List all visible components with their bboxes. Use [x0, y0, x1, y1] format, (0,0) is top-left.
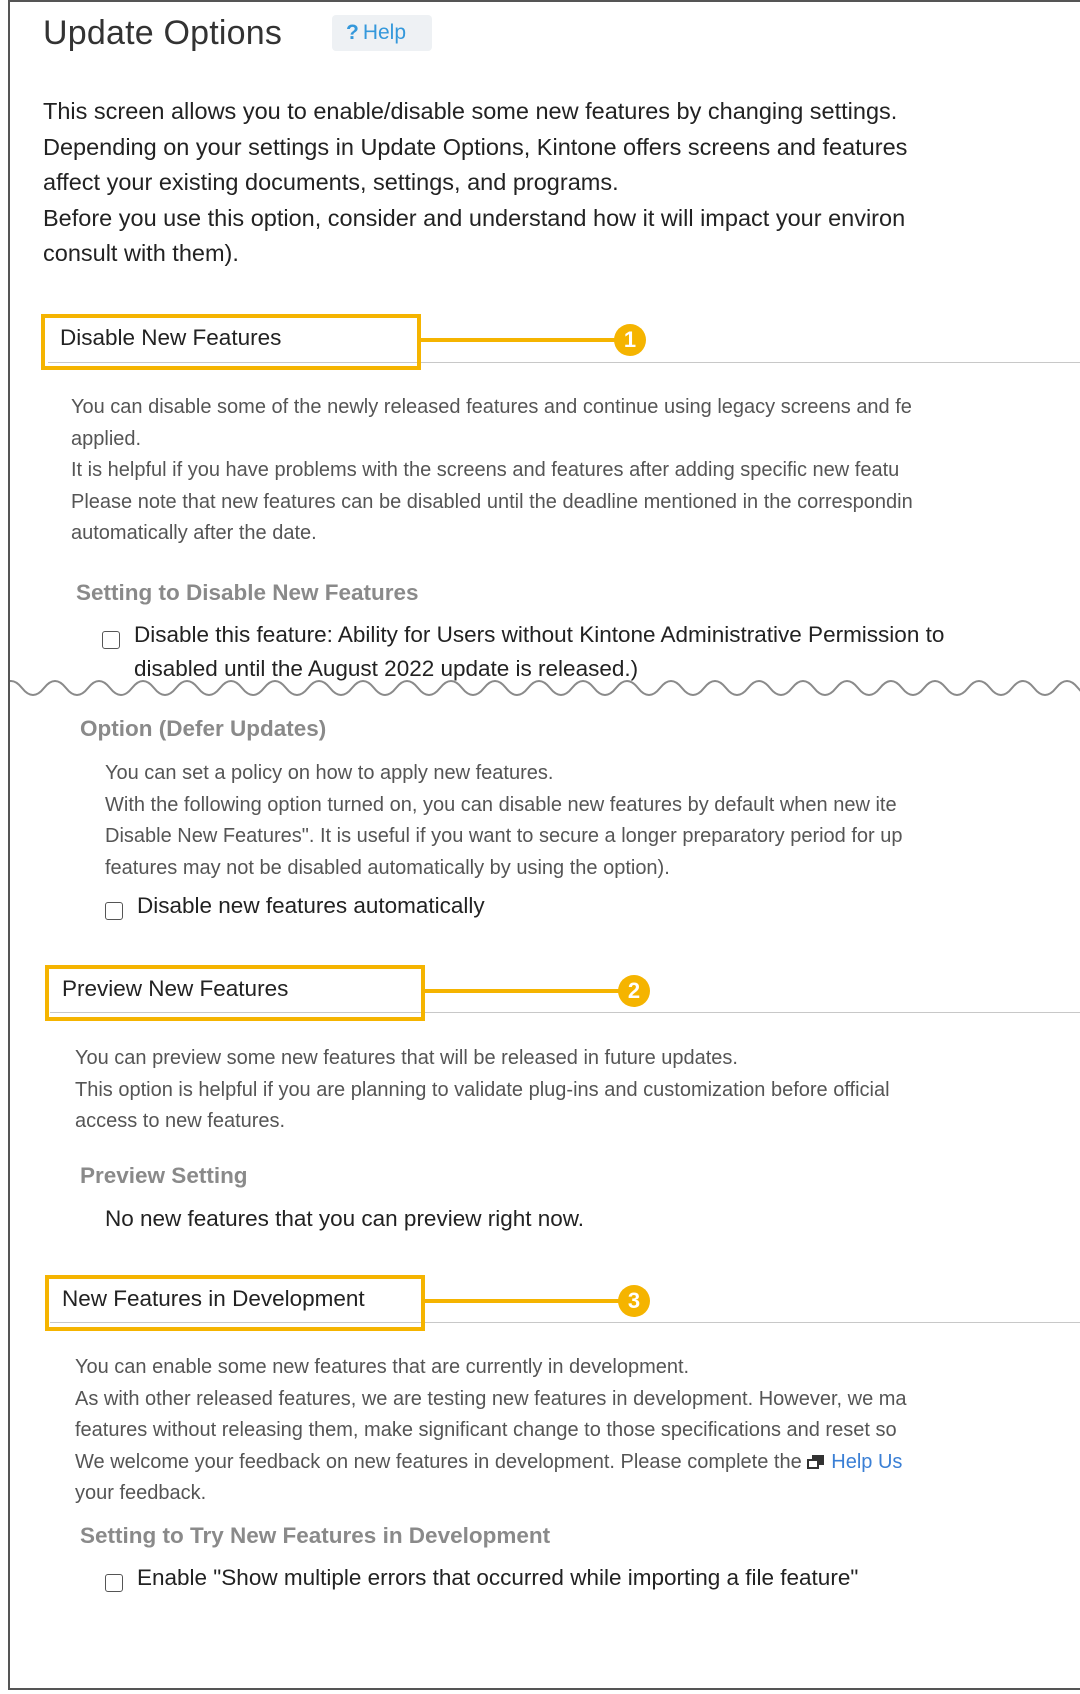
- callout-line-2: [425, 989, 620, 993]
- desc-line: As with other released features, we are testing new features in development. However, we ma: [75, 1387, 907, 1410]
- section-heading-text: Disable New Features: [60, 325, 282, 350]
- help-us-link-label: Help Us: [831, 1450, 903, 1473]
- setting-title: Setting to Disable New Features: [76, 580, 419, 605]
- disable-feature-label-line2: disabled until the August 2022 update is released.): [134, 656, 639, 681]
- desc-line: your feedback.: [75, 1482, 207, 1504]
- callout-box-3: [45, 1275, 425, 1331]
- section-description: [75, 1043, 890, 1138]
- callout-badge-1: 1: [614, 324, 646, 356]
- desc-line: You can enable some new features that are currently in development.: [75, 1356, 690, 1378]
- section-description: [75, 1352, 907, 1510]
- desc-line: Disable New Features". It is useful if you want to secure a longer preparatory period for up: [105, 825, 903, 847]
- section-heading-text: Preview New Features: [62, 976, 289, 1001]
- desc-line: features may not be disabled automatically by using the option).: [105, 856, 670, 879]
- callout-box-2: [45, 965, 425, 1021]
- dev-feature-label[interactable]: Enable "Show multiple errors that occurred while importing a file feature": [137, 1565, 859, 1590]
- desc-line: You can preview some new features that will be released in future updates.: [75, 1047, 738, 1069]
- intro-line: This screen allows you to enable/disable some new features by changing settings.: [43, 98, 898, 124]
- desc-line: access to new features.: [75, 1110, 286, 1132]
- section-heading-text: New Features in Development: [62, 1286, 365, 1311]
- desc-line: This option is helpful if you are planning to validate plug-ins and customization before official: [75, 1078, 890, 1101]
- setting-title: Setting to Try New Features in Development: [80, 1523, 551, 1548]
- desc-line: features without releasing them, make significant change to those specifications and reset so: [75, 1419, 897, 1441]
- dev-feature-checkbox[interactable]: [105, 1574, 123, 1592]
- callout-box-1: [41, 314, 421, 370]
- disable-feature-checkbox[interactable]: [102, 631, 120, 649]
- callout-line-1: [421, 338, 616, 342]
- option-title: Option (Defer Updates): [80, 716, 327, 741]
- setting-title: Preview Setting: [80, 1163, 248, 1188]
- callout-badge-3: 3: [618, 1285, 650, 1317]
- auto-disable-checkbox[interactable]: [105, 902, 123, 920]
- desc-line-with-link: [75, 1447, 907, 1479]
- panel-bottom-part: [10, 702, 1080, 1690]
- desc-line: automatically after the date.: [71, 522, 317, 544]
- intro-line: Before you use this option, consider and understand how it will impact your environ: [43, 204, 906, 231]
- intro-line: affect your existing documents, settings, and programs.: [43, 169, 619, 195]
- desc-line: Please note that new features can be disabled until the deadline mentioned in the correspondin: [71, 490, 913, 513]
- disable-feature-label-line1[interactable]: Disable this feature: Ability for Users without Kintone Administrative Permission to: [134, 622, 945, 647]
- help-link[interactable]: [332, 15, 432, 51]
- callout-badge-2: 2: [618, 975, 650, 1007]
- desc-line: We welcome your feedback on new features in development. Please complete the: [75, 1450, 808, 1473]
- desc-line: applied.: [71, 427, 142, 450]
- settings-panel: [8, 0, 1080, 1690]
- intro-text: [43, 94, 907, 272]
- help-label: Help: [362, 21, 407, 44]
- desc-line: You can disable some of the newly released features and continue using legacy screens and fe: [71, 396, 912, 418]
- external-window-icon: [807, 1455, 825, 1469]
- intro-line: consult with them).: [43, 240, 239, 266]
- desc-line: You can set a policy on how to apply new features.: [105, 762, 554, 784]
- section-description: [71, 392, 913, 550]
- desc-line: It is helpful if you have problems with the screens and features after adding specific new featu: [71, 459, 900, 481]
- help-icon: ?: [346, 21, 359, 44]
- panel-top-part: [10, 2, 1080, 682]
- desc-line: With the following option turned on, you can disable new features by default when new ite: [105, 793, 897, 816]
- intro-line: Depending on your settings in Update Options, Kintone offers screens and features: [43, 133, 908, 160]
- option-description: [105, 758, 903, 884]
- auto-disable-label[interactable]: Disable new features automatically: [137, 893, 485, 918]
- page-title: Update Options: [43, 14, 283, 52]
- preview-status-text: No new features that you can preview right now.: [105, 1206, 585, 1231]
- callout-line-3: [425, 1299, 620, 1303]
- help-us-link[interactable]: [807, 1451, 902, 1473]
